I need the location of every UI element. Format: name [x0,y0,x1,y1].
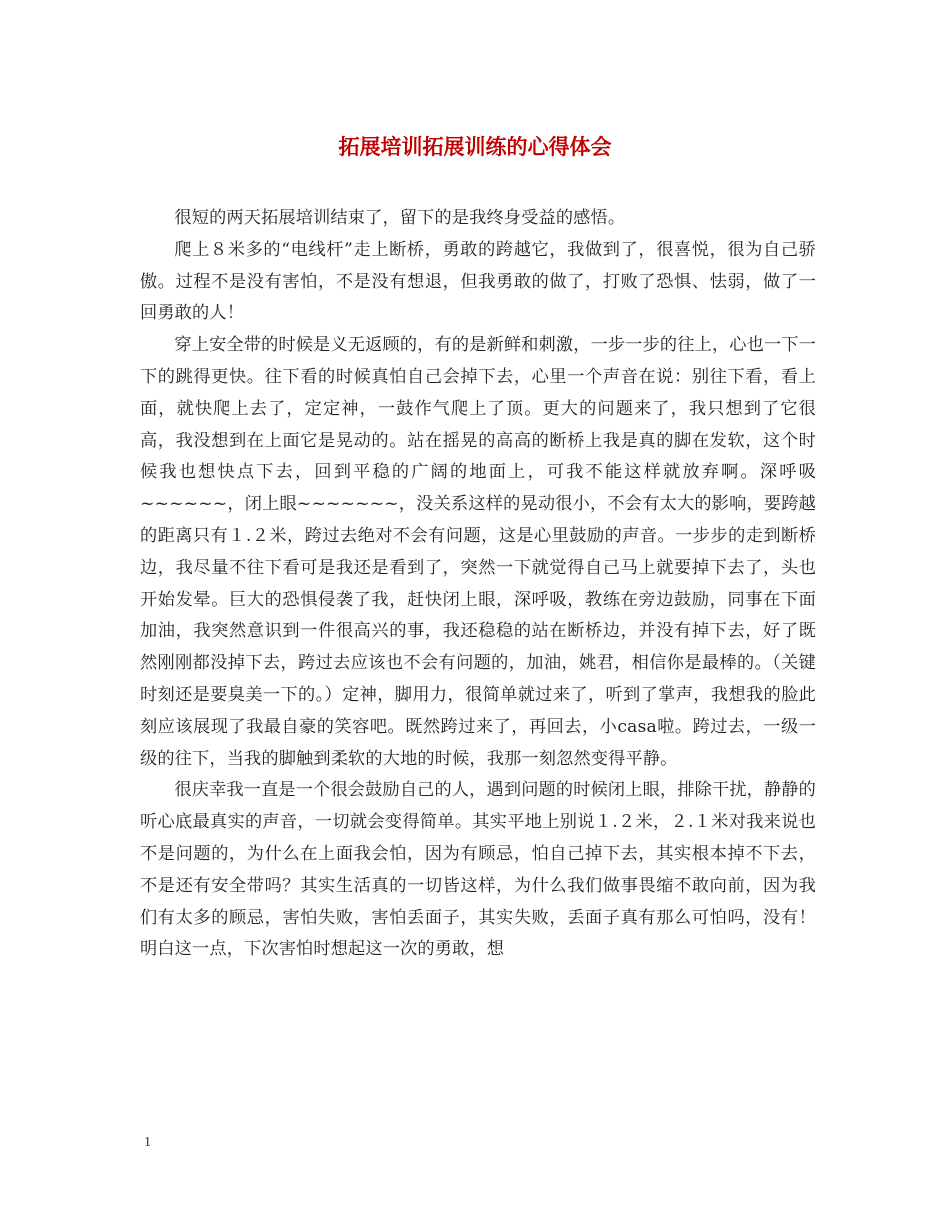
page-number: 1 [144,1135,151,1150]
paragraph-4: 很庆幸我一直是一个很会鼓励自己的人，遇到问题的时候闭上眼，排除干扰，静静的听心底最真实的声音，一切就会变得简单。其实平地上别说１.２米，２.１米对我来说也不是问题的，为什么在上面我会怕，因为有顾忌，怕自己掉下去，其实根本掉不下去，不是还有安全带吗？其实生活真的一切皆这样，为什么我们做事畏缩不敢向前，因为我们有太多的顾忌，害怕失败，害怕丢面子，其实失败，丢面子真有那么可怕吗，没有！明白这一点，下次害怕时想起这一次的勇敢，想 [140,780,816,960]
paragraph-2: 爬上８米多的“电线杆”走上断桥，勇敢的跨越它，我做到了，很喜悦，很为自己骄傲。过程不是没有害怕，不是没有想退，但我勇敢的做了，打败了恐惧、怯弱，做了一回勇敢的人！ [140,239,816,324]
document-title: 拓展培训拓展训练的心得体会 [338,134,612,159]
document-body [140,203,816,966]
paragraph-3: 穿上安全带的时候是义无返顾的，有的是新鲜和刺激，一步一步的往上，心也一下一下的跳得更快。往下看的时候真怕自己会掉下去，心里一个声音在说：别往下看，看上面，就快爬上去了，定定神，一鼓作气爬上了顶。更大的问题来了，我只想到了它很高，我没想到在上面它是晃动的。站在摇晃的高高的断桥上我是真的脚在发软，这个时候我也想快点下去，回到平稳的广阔的地面上，可我不能这样就放弃啊。深呼吸~~~~~~，闭上眼~~~~~~~，没关系这样的晃动很小，不会有太大的影响，要跨越的距离只有１.２米，跨过去绝对不会有问题，这是心里鼓励的声音。一步步的走到断桥边，我尽量不往下看可是我还是看到了，突然一下就觉得自己马上就要掉下去了，头也开始发晕。巨大的恐惧侵袭了我，赶快闭上眼，深呼吸，教练在旁边鼓励，同事在下面加油，我突然意识到一件很高兴的事，我还稳稳的站在断桥边，并没有掉下去，好了既然刚刚都没掉下去，跨过去应该也不会有问题的，加油，姚君，相信你是最棒的。（关键时刻还是要臭美一下的。）定神，脚用力，很简单就过来了，听到了掌声，我想我的脸此刻应该展现了我最自豪的笑容吧。既然跨过来了，再回去，小casa啦。跨过去，一级一级的往下，当我的脚触到柔软的大地的时候，我那一刻忽然变得平静。 [140,335,816,769]
paragraph-1: 很短的两天拓展培训结束了，留下的是我终身受益的感悟。 [174,208,626,228]
